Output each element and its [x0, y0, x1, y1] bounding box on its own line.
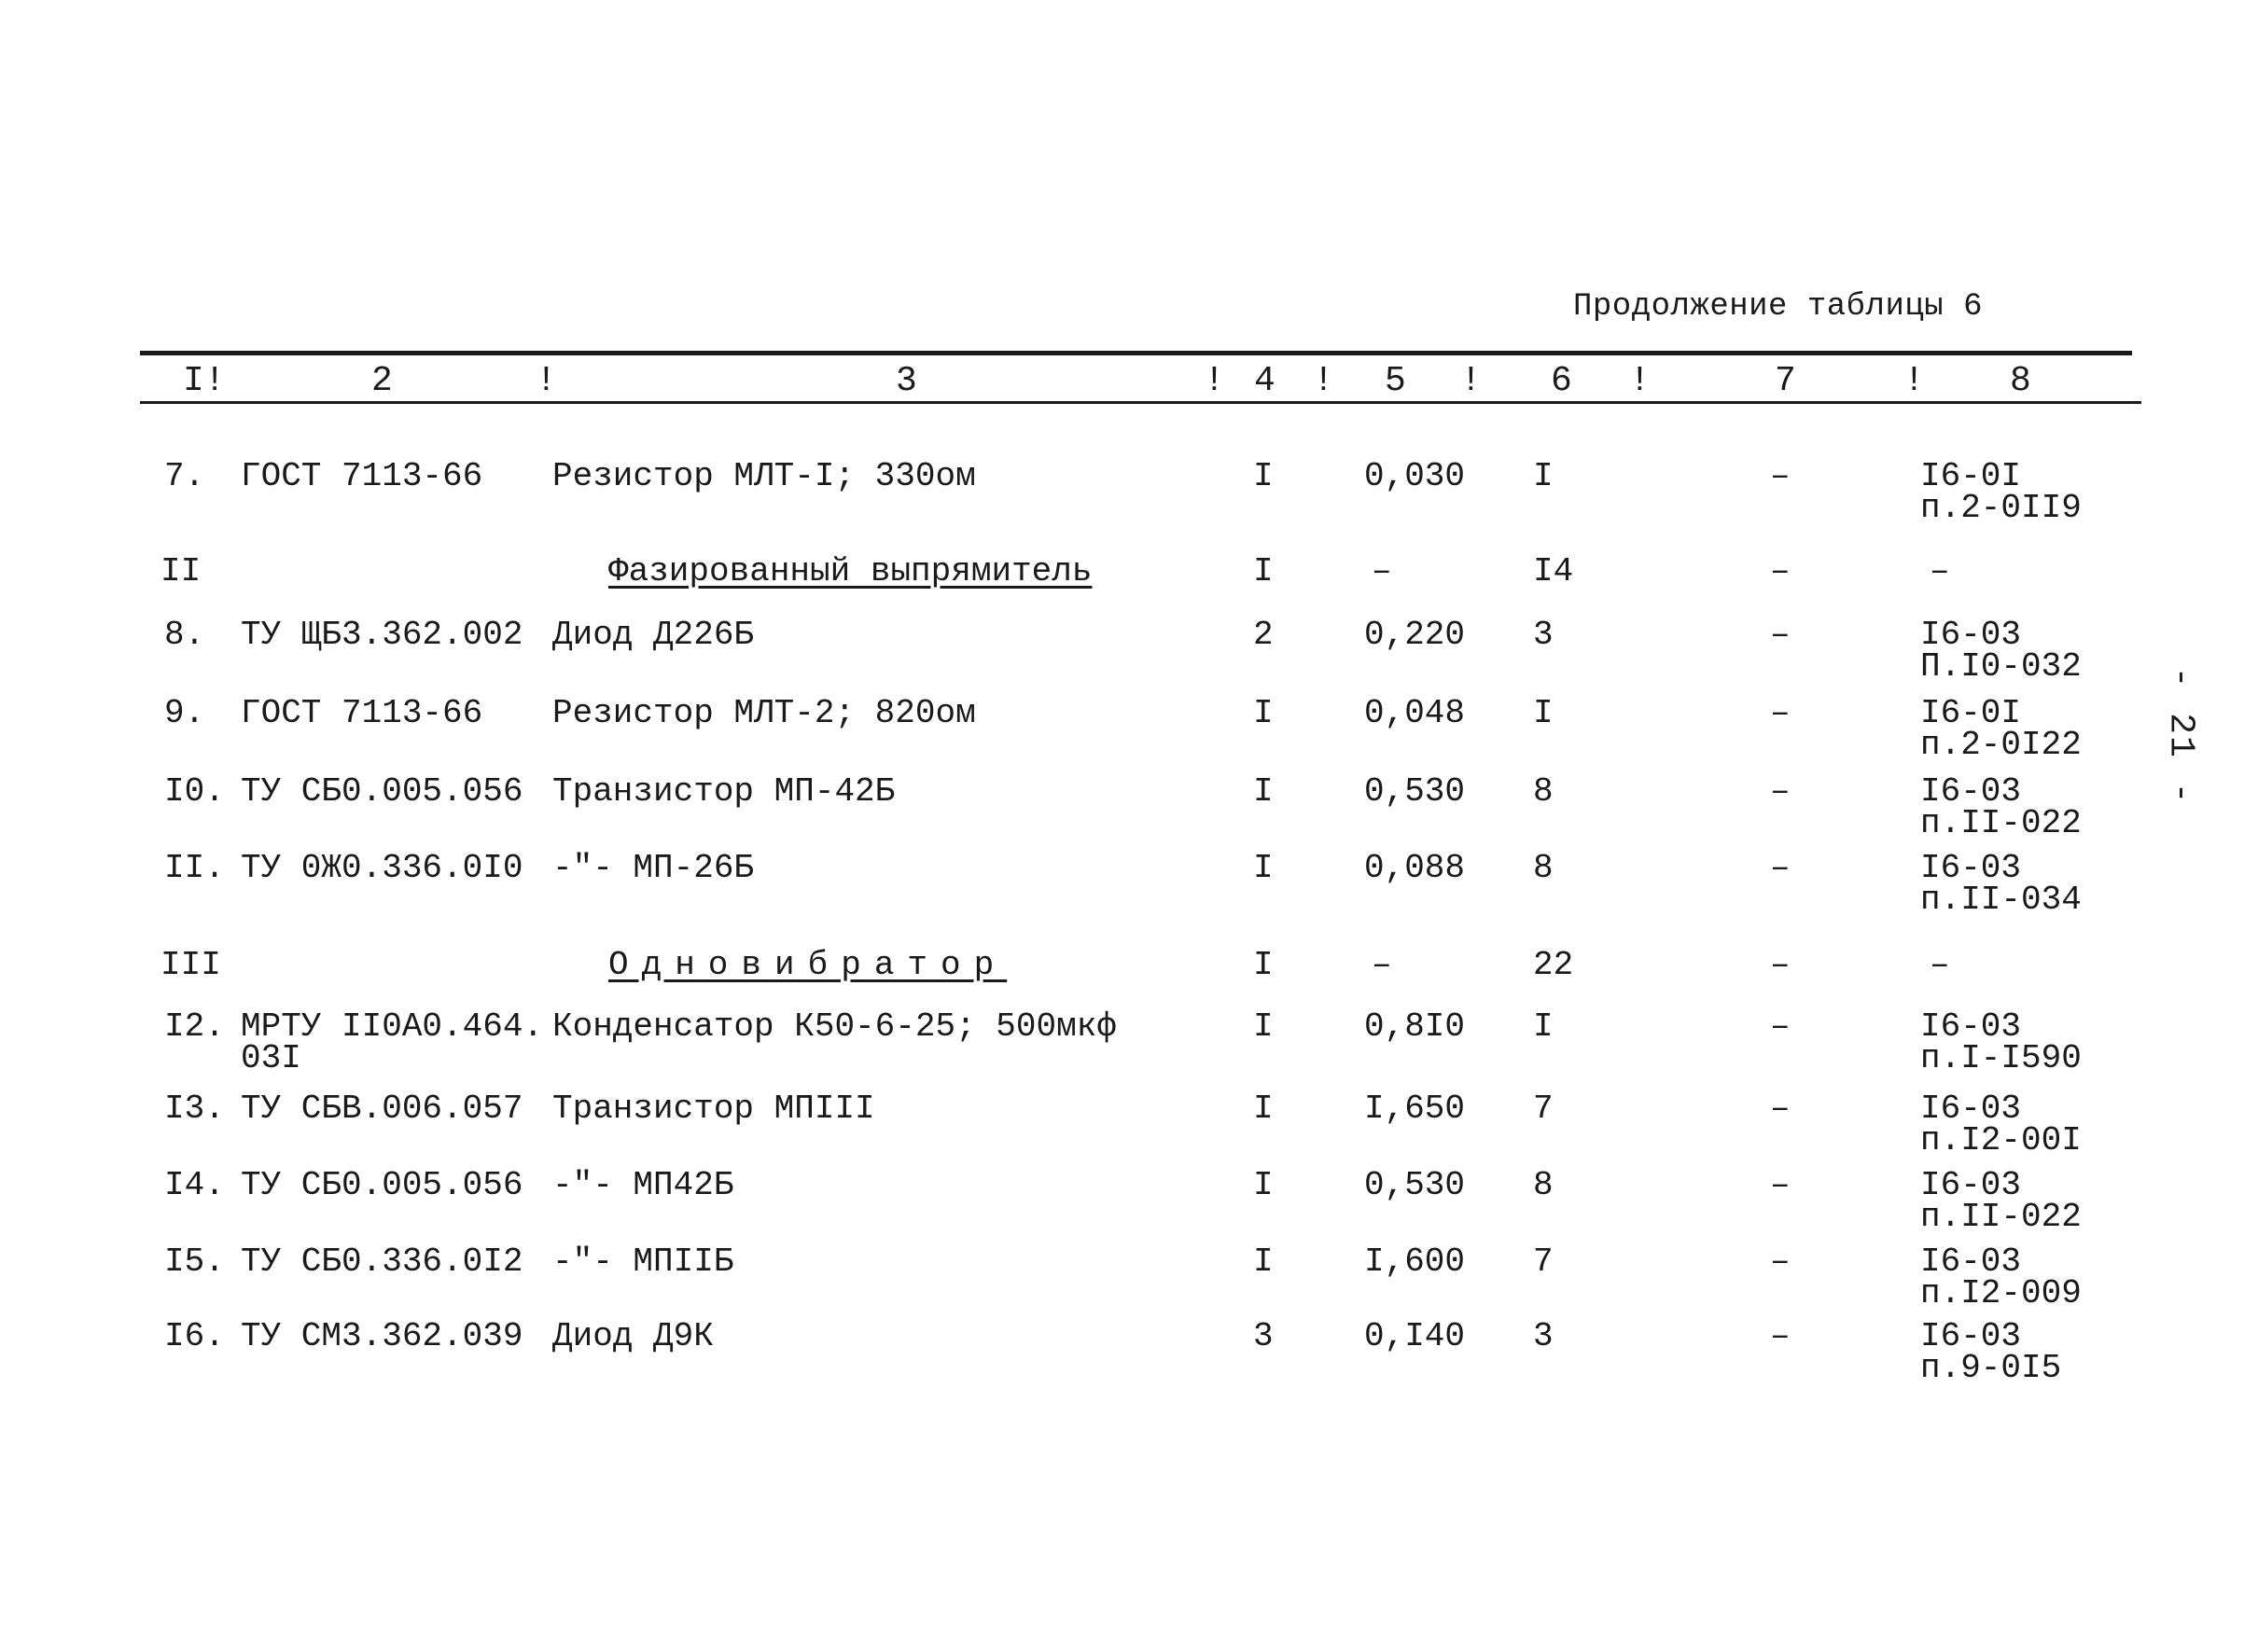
row-name: -"- МП42Б — [552, 1166, 734, 1204]
row-reference-line1: I6-03 — [1920, 1090, 2022, 1128]
row-count: I — [1533, 1007, 1554, 1046]
row-count: 7 — [1533, 1242, 1554, 1281]
row-mass: 0,8I0 — [1364, 1007, 1466, 1046]
row-number: I0. — [164, 772, 225, 811]
row-reference-line2: п.2-0I22 — [1920, 726, 2082, 764]
row-count: I — [1533, 694, 1554, 732]
header-col-5: 5 — [1385, 361, 1406, 401]
row-col7: – — [1770, 849, 1791, 887]
row-col7: – — [1770, 1090, 1791, 1128]
row-quantity: 2 — [1253, 616, 1274, 654]
header-col-4: 4 — [1254, 361, 1275, 401]
row-quantity: I — [1253, 1007, 1274, 1046]
row-reference-line1: I6-03 — [1920, 1166, 2022, 1204]
row-name: Конденсатор К50-6-25; 500мкф — [552, 1007, 1117, 1046]
row-count: 8 — [1533, 1166, 1554, 1204]
section-col7: – — [1770, 946, 1791, 984]
header-col-3: 3 — [896, 361, 917, 401]
row-mass: 0,530 — [1364, 772, 1466, 811]
row-number: I6. — [164, 1317, 225, 1355]
row-mass: 0,I40 — [1364, 1317, 1466, 1355]
row-number: I4. — [164, 1166, 225, 1204]
section-count: I4 — [1533, 552, 1574, 590]
row-reference-line2: П.I0-032 — [1920, 647, 2082, 686]
section-mass: – — [1372, 946, 1392, 984]
row-name: -"- МП-26Б — [552, 849, 755, 887]
row-count: 3 — [1533, 1317, 1554, 1355]
row-name: Резистор МЛТ-I; 330ом — [552, 457, 976, 495]
row-document: ТУ СБ0.336.0I2 — [241, 1242, 523, 1281]
row-reference-line2: п.II-022 — [1920, 1198, 2082, 1236]
row-number: 9. — [164, 694, 205, 732]
row-mass: I,600 — [1364, 1242, 1466, 1281]
section-row — [0, 552, 2258, 621]
row-number: II. — [164, 849, 225, 887]
table-row — [0, 1007, 2258, 1077]
page-number-marker: - 21 - — [2160, 666, 2201, 806]
table-caption: Продолжение таблицы 6 — [1573, 289, 1983, 325]
row-name: -"- МПIIБ — [552, 1242, 734, 1281]
header-col-2: 2 — [371, 361, 393, 401]
table-row — [0, 1317, 2258, 1387]
row-mass: 0,088 — [1364, 849, 1466, 887]
section-quantity: I — [1253, 946, 1274, 984]
row-name: Диод Д9К — [552, 1317, 714, 1355]
row-reference-line2: п.9-0I5 — [1920, 1349, 2062, 1387]
row-number: 8. — [164, 616, 205, 654]
row-document: ТУ ЩБ3.362.002 — [241, 616, 523, 654]
row-quantity: 3 — [1253, 1317, 1274, 1355]
section-reference: – — [1930, 552, 1950, 590]
section-title: Фазированный выпрямитель — [608, 552, 1093, 590]
row-name: Транзистор МПIII — [552, 1090, 875, 1128]
header-separator: ! — [1313, 361, 1334, 401]
row-mass: 0,030 — [1364, 457, 1466, 495]
header-separator: ! — [1903, 361, 1925, 401]
row-quantity: I — [1253, 772, 1274, 811]
row-reference-line1: I6-03 — [1920, 616, 2022, 654]
row-col7: – — [1770, 1317, 1791, 1355]
row-quantity: I — [1253, 457, 1274, 495]
row-reference-line1: I6-03 — [1920, 1317, 2022, 1355]
table-row — [0, 1242, 2258, 1312]
row-reference-line1: I6-03 — [1920, 849, 2022, 887]
row-document: ТУ 0Ж0.336.0I0 — [241, 849, 523, 887]
row-number: I5. — [164, 1242, 225, 1281]
row-mass: 0,530 — [1364, 1166, 1466, 1204]
header-col-7: 7 — [1775, 361, 1796, 401]
row-reference-line2: п.II-034 — [1920, 881, 2082, 919]
section-count: 22 — [1533, 946, 1574, 984]
row-name: Транзистор МП-42Б — [552, 772, 896, 811]
table-row — [0, 849, 2258, 919]
row-number: 7. — [164, 457, 205, 495]
header-separator: ! — [536, 361, 557, 401]
row-reference-line2: п.I2-00I — [1920, 1121, 2082, 1159]
row-quantity: I — [1253, 1242, 1274, 1281]
row-reference-line1: I6-0I — [1920, 457, 2022, 495]
section-col7: – — [1770, 552, 1791, 590]
row-count: 7 — [1533, 1090, 1554, 1128]
row-document: ГОСТ 7113-66 — [241, 457, 483, 495]
table-row — [0, 457, 2258, 527]
row-number: I3. — [164, 1090, 225, 1128]
table-row — [0, 1166, 2258, 1236]
row-count: 8 — [1533, 849, 1554, 887]
row-col7: – — [1770, 457, 1791, 495]
row-number: I2. — [164, 1007, 225, 1046]
row-name: Диод Д226Б — [552, 616, 755, 654]
row-quantity: I — [1253, 1166, 1274, 1204]
header-col-8: 8 — [2010, 361, 2031, 401]
section-title: Одновибратор — [608, 946, 1008, 984]
row-col7: – — [1770, 616, 1791, 654]
row-col7: – — [1770, 1007, 1791, 1046]
row-reference-line2: п.I-I590 — [1920, 1039, 2082, 1077]
section-roman-numeral: II — [160, 552, 202, 590]
row-mass: 0,220 — [1364, 616, 1466, 654]
row-quantity: I — [1253, 1090, 1274, 1128]
section-roman-numeral: III — [160, 946, 221, 984]
header-col-6: 6 — [1551, 361, 1572, 401]
row-reference-line1: I6-0I — [1920, 694, 2022, 732]
row-quantity: I — [1253, 694, 1274, 732]
row-document-line2: 03I — [241, 1039, 301, 1077]
row-name: Резистор МЛТ-2; 820ом — [552, 694, 976, 732]
header-col-1: I! — [183, 361, 226, 401]
row-reference-line2: п.I2-009 — [1920, 1274, 2082, 1312]
row-count: 3 — [1533, 616, 1554, 654]
header-separator: ! — [1204, 361, 1225, 401]
row-count: I — [1533, 457, 1554, 495]
table-row — [0, 616, 2258, 686]
row-reference-line1: I6-03 — [1920, 1007, 2022, 1046]
row-count: 8 — [1533, 772, 1554, 811]
table-row — [0, 772, 2258, 842]
section-quantity: I — [1253, 552, 1274, 590]
row-document: МРТУ II0А0.464. — [241, 1007, 544, 1046]
row-quantity: I — [1253, 849, 1274, 887]
row-col7: – — [1770, 694, 1791, 732]
row-document: ГОСТ 7113-66 — [241, 694, 483, 732]
header-separator: ! — [1629, 361, 1651, 401]
row-mass: I,650 — [1364, 1090, 1466, 1128]
row-reference-line2: п.II-022 — [1920, 804, 2082, 842]
row-reference-line2: п.2-0II9 — [1920, 489, 2082, 527]
row-col7: – — [1770, 772, 1791, 811]
row-col7: – — [1770, 1166, 1791, 1204]
section-mass: – — [1372, 552, 1392, 590]
header-separator: ! — [1460, 361, 1482, 401]
row-document: ТУ СМ3.362.039 — [241, 1317, 523, 1355]
row-col7: – — [1770, 1242, 1791, 1281]
row-document: ТУ СБ0.005.056 — [241, 772, 523, 811]
row-document: ТУ СБ0.005.056 — [241, 1166, 523, 1204]
row-mass: 0,048 — [1364, 694, 1466, 732]
section-row — [0, 946, 2258, 1015]
row-document: ТУ СБВ.006.057 — [241, 1090, 523, 1128]
table-row — [0, 1090, 2258, 1159]
section-reference: – — [1930, 946, 1950, 984]
row-reference-line1: I6-03 — [1920, 772, 2022, 811]
row-reference-line1: I6-03 — [1920, 1242, 2022, 1281]
